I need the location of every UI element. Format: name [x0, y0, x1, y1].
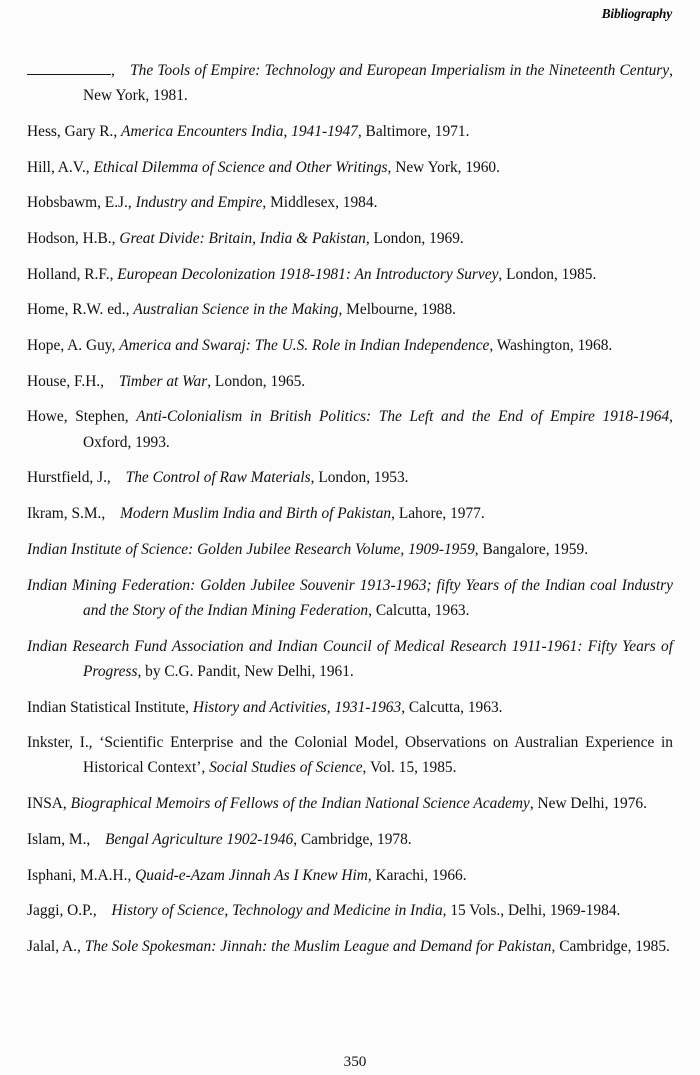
entry-imprint: , London, 1965. — [207, 372, 306, 390]
entry-imprint: , New York, 1960. — [387, 158, 500, 176]
entry-title: Indian Research Fund Association and Indian Council of Medical Research 1911-1961: Fifty Years of Progress — [27, 637, 673, 680]
entry-title: Great Divide: Britain, India & Pakistan — [119, 230, 366, 248]
entry-author: Isphani, M.A.H., — [27, 866, 136, 884]
entry-imprint: , Cambridge, 1978. — [293, 830, 412, 848]
entry-author: Jalal, A., — [27, 937, 85, 955]
entry-author: Home, R.W. ed., — [27, 301, 134, 319]
entry-imprint: , by C.G. Pandit, New Delhi, 1961. — [137, 662, 354, 680]
entry-author: Indian Statistical Institute, — [27, 698, 193, 716]
bibliography-entry — [27, 501, 673, 526]
entry-title: Anti-Colonialism in British Politics: The Left and the End of Empire 1918-1964 — [136, 408, 670, 426]
entry-imprint: , Calcutta, 1963. — [401, 698, 503, 716]
entry-author: Hurstfield, J., — [27, 469, 115, 487]
entry-title: History and Activities, 1931-1963 — [192, 698, 402, 716]
bibliography-entry — [27, 827, 673, 852]
entry-imprint: , London, 1953. — [310, 469, 409, 487]
entry-author: Inkster, I., ‘Scientific Enterprise and the Colonial Model, Observations on Australian Experience in Historical Context’, — [27, 734, 673, 777]
entry-title: Biographical Memoirs of Fellows of the Indian National Science Academy — [70, 795, 530, 813]
entry-title: Indian Institute of Science: Golden Jubilee Research Volume, 1909-1959 — [27, 540, 475, 558]
bibliography-entry — [27, 404, 673, 455]
entry-imprint: , Calcutta, 1963. — [368, 601, 470, 619]
entry-author: Islam, M., — [27, 830, 95, 848]
entry-author: Hess, Gary R., — [27, 122, 122, 140]
entry-author: Hill, A.V., — [27, 158, 94, 176]
bibliography-entry — [27, 190, 673, 215]
entry-title: History of Science, Technology and Medicine in India — [111, 902, 443, 920]
entry-title: Indian Mining Federation: Golden Jubilee Souvenir 1913-1963; fifty Years of the Indian coal Industry and the Story of the Indian Mining Federation — [27, 576, 673, 619]
entry-imprint: , Middlesex, 1984. — [262, 194, 378, 212]
bibliography-entry — [27, 898, 673, 923]
entry-title: Industry and Empire — [135, 194, 263, 212]
entry-author: Hobsbawm, E.J., — [27, 194, 136, 212]
repeated-author-rule — [27, 63, 111, 75]
entry-author: INSA, — [27, 795, 71, 813]
entry-imprint: , Oxford, 1993. — [83, 408, 673, 451]
entry-title: America and Swaraj: The U.S. Role in Indian Independence — [119, 337, 490, 355]
entry-title: The Sole Spokesman: Jinnah: the Muslim League and Demand for Pakistan — [84, 937, 552, 955]
entry-imprint: , Karachi, 1966. — [367, 866, 467, 884]
entry-imprint: , Bangalore, 1959. — [474, 540, 589, 558]
entry-author: Hope, A. Guy, — [27, 337, 120, 355]
bibliography-entry-list — [27, 58, 673, 959]
entry-title: Bengal Agriculture 1902-1946 — [105, 830, 294, 848]
bibliography-entry — [27, 333, 673, 358]
bibliography-entry — [27, 155, 673, 180]
bibliography-entry — [27, 465, 673, 490]
entry-imprint: , Cambridge, 1985. — [551, 937, 670, 955]
bibliography-entry — [27, 297, 673, 322]
entry-title: The Tools of Empire: Technology and European Imperialism in the Nineteenth Century — [130, 62, 670, 79]
bibliography-entry — [27, 537, 673, 562]
entry-imprint: , London, 1969. — [365, 230, 464, 248]
entry-title: Quaid-e-Azam Jinnah As I Knew Him — [135, 866, 368, 884]
entry-imprint: , London, 1985. — [498, 265, 597, 283]
bibliography-entry — [27, 369, 673, 394]
bibliography-entry — [27, 573, 673, 624]
bibliography-entry — [27, 863, 673, 888]
entry-imprint: , New York, 1981. — [83, 62, 673, 105]
entry-title: The Control of Raw Materials — [125, 469, 311, 487]
entry-author: Hodson, H.B., — [27, 230, 120, 248]
entry-author: Ikram, S.M., — [27, 505, 110, 523]
entry-imprint: , Vol. 15, 1985. — [362, 759, 457, 777]
bibliography-entry — [27, 634, 673, 685]
entry-imprint: , Melbourne, 1988. — [338, 301, 457, 319]
bibliography-entry — [27, 695, 673, 720]
bibliography-entry — [27, 58, 673, 109]
entry-title: European Decolonization 1918-1981: An Introductory Survey — [117, 265, 499, 283]
entry-author: House, F.H., — [27, 372, 108, 390]
entry-imprint: , Lahore, 1977. — [391, 505, 485, 523]
bibliography-entry — [27, 226, 673, 251]
entry-title: Ethical Dilemma of Science and Other Writings — [93, 158, 388, 176]
entry-title: Australian Science in the Making — [133, 301, 339, 319]
entry-title: America Encounters India, 1941-1947 — [121, 122, 358, 140]
entry-author: , — [111, 62, 120, 79]
entry-author: Howe, Stephen, — [27, 408, 137, 426]
bibliography-entry — [27, 730, 673, 781]
entry-imprint: , Washington, 1968. — [489, 337, 613, 355]
entry-title: Social Studies of Science — [209, 759, 363, 777]
page-number: 350 — [343, 1053, 367, 1070]
bibliography-entry — [27, 791, 673, 816]
entry-author: Holland, R.F., — [27, 265, 118, 283]
entry-author: Jaggi, O.P., — [27, 902, 101, 920]
bibliography-entry — [27, 262, 673, 287]
entry-imprint: , New Delhi, 1976. — [529, 795, 647, 813]
entry-imprint: , 15 Vols., Delhi, 1969-1984. — [442, 902, 621, 920]
running-header-bibliography: Bibliography — [601, 6, 672, 21]
bibliography-entry — [27, 119, 673, 144]
page-folio — [0, 1053, 700, 1071]
entry-imprint: , Baltimore, 1971. — [357, 122, 470, 140]
entry-title: Modern Muslim India and Birth of Pakistan — [120, 505, 392, 523]
entry-title: Timber at War — [118, 372, 208, 390]
bibliography-entry — [27, 934, 673, 959]
